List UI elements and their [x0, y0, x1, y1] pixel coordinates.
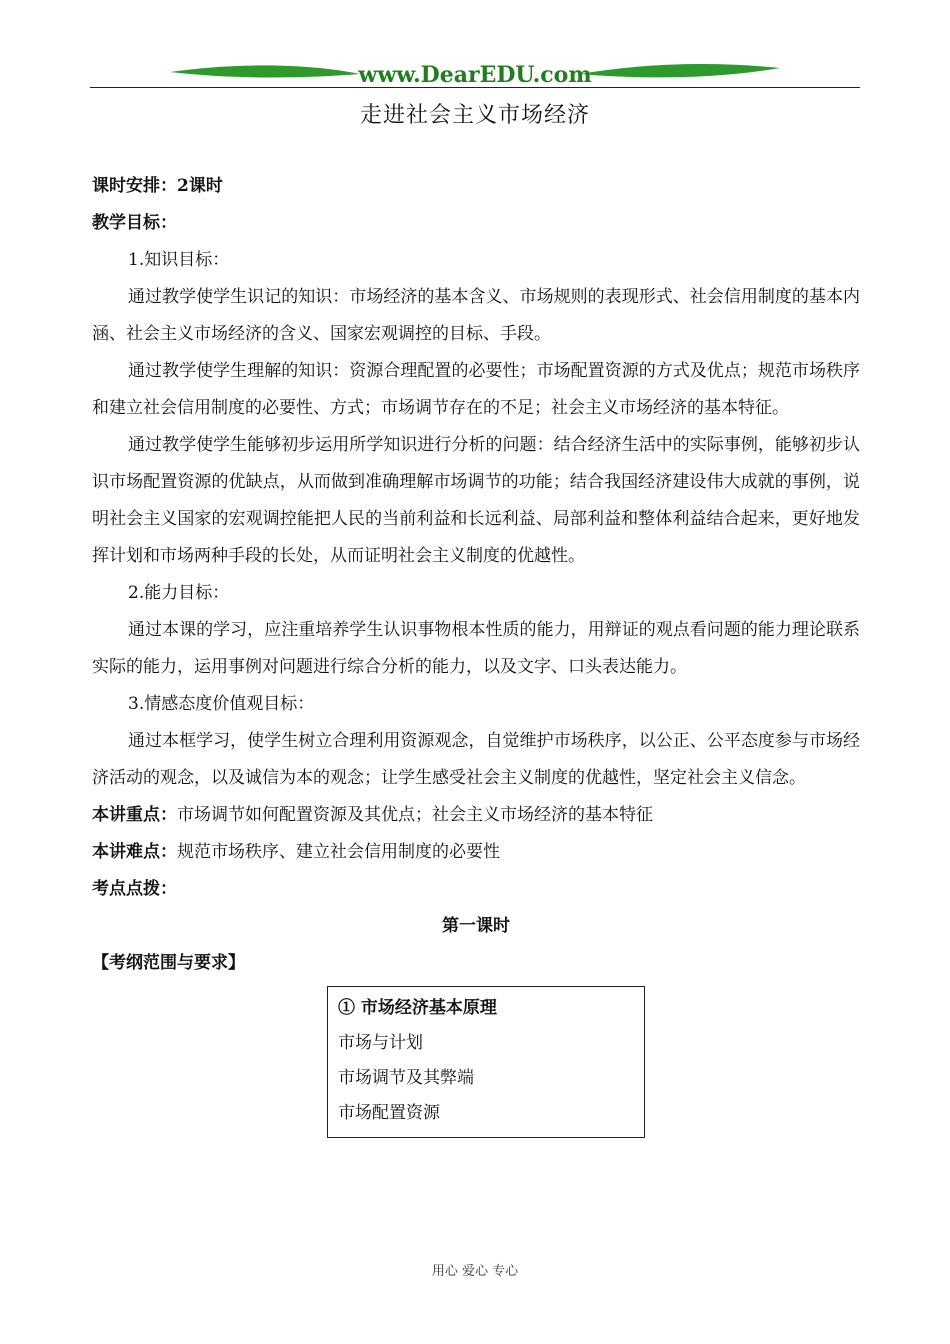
syllabus-box-title: ① 市场经济基本原理: [338, 998, 497, 1018]
objectives-heading: 教学目标：: [92, 213, 177, 233]
difficult-points-text: 规范市场秩序、建立社会信用制度的必要性: [177, 842, 500, 862]
ability-heading: 2.能力目标：: [128, 583, 230, 603]
key-points-text: 市场调节如何配置资源及其优点；社会主义市场经济的基本特征: [177, 805, 653, 825]
syllabus-item: 市场配置资源: [338, 1103, 440, 1123]
knowledge-para-1: 通过教学使学生识记的知识：市场经济的基本含义、市场规则的表现形式、社会信用制度的基本内涵、社会主义市场经济的含义、国家宏观调控的目标、手段。: [92, 287, 860, 344]
knowledge-heading: 1.知识目标：: [128, 250, 230, 270]
page-title: 走进社会主义市场经济: [359, 103, 590, 128]
key-points-label: 本讲重点：: [92, 805, 177, 825]
emotion-para: 通过本框学习，使学生树立合理利用资源观念，自觉维护市场秩序，以公正、公平态度参与市场经济活动的观念，以及诚信为本的观念；让学生感受社会主义制度的优越性，坚定社会主义信念。: [92, 731, 860, 788]
difficult-points: [92, 834, 860, 871]
syllabus-heading: 【考纲范围与要求】: [92, 953, 245, 973]
knowledge-para-2: 通过教学使学生理解的知识：资源合理配置的必要性；市场配置资源的方式及优点；规范市场秩序和建立社会信用制度的必要性、方式；市场调节存在的不足；社会主义市场经济的基本特征。: [92, 361, 860, 418]
knowledge-para-3: 通过教学使学生能够初步运用所学知识进行分析的问题：结合经济生活中的实际事例，能够初步认识市场配置资源的优缺点，从而做到准确理解市场调节的功能；结合我国经济建设伟大成就的事例，说明社会主义国家的宏观调控能把人民的当前利益和长远利益、局部利益和整体利益结合起来，更好地发挥计划和市场两种手段的长处，从而证明社会主义制度的优越性。: [92, 435, 860, 566]
syllabus-box: [327, 986, 645, 1138]
schedule-line: 课时安排：2课时: [92, 176, 223, 196]
difficult-points-label: 本讲难点：: [92, 842, 177, 862]
lesson-heading: 第一课时: [442, 916, 510, 936]
site-logo-text: www.DearEDU.com: [358, 62, 592, 88]
header-banner: [90, 58, 860, 88]
header-rule: [90, 87, 860, 88]
exam-points-label: 考点点拨：: [92, 879, 177, 899]
emotion-heading: 3.情感态度价值观目标：: [128, 694, 315, 714]
key-points: [92, 797, 860, 834]
syllabus-item: 市场与计划: [338, 1033, 423, 1053]
document-body: [92, 168, 860, 1138]
syllabus-item: 市场调节及其弊端: [338, 1068, 474, 1088]
leaf-swoosh-icon: [90, 58, 860, 88]
page-footer: 用心 爱心 专心: [431, 1264, 519, 1279]
ability-para: 通过本课的学习，应注重培养学生认识事物根本性质的能力，用辩证的观点看问题的能力理论联系实际的能力，运用事例对问题进行综合分析的能力，以及文字、口头表达能力。: [92, 620, 860, 677]
